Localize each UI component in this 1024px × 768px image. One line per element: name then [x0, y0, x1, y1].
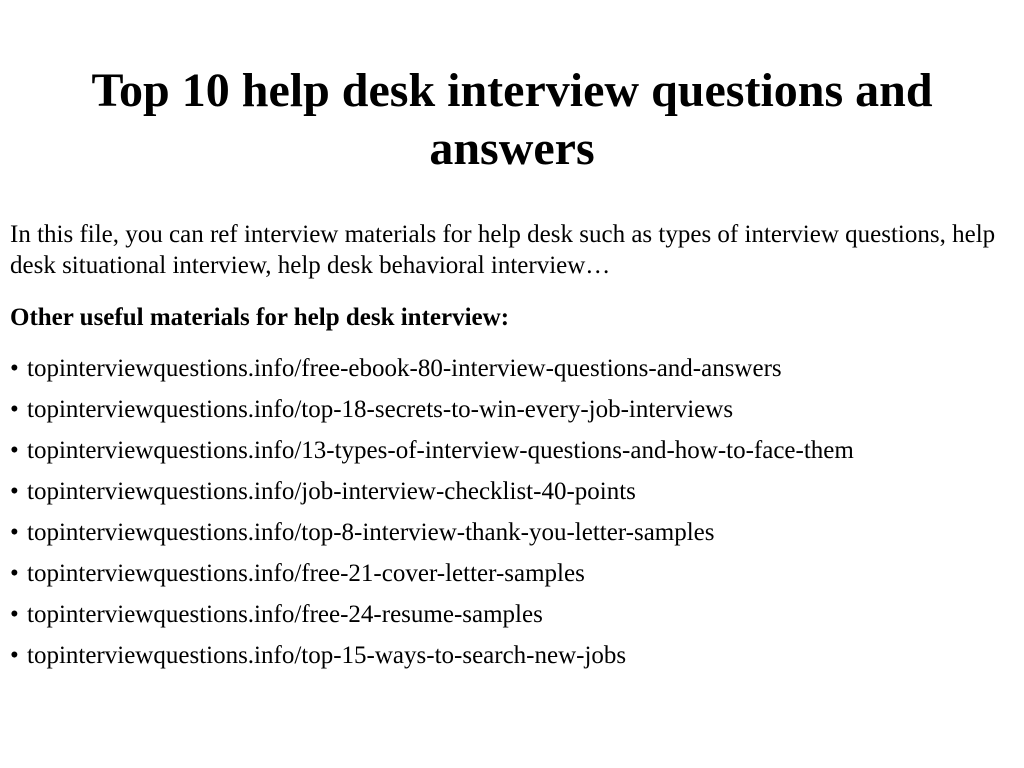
bullet-icon: • — [10, 642, 19, 669]
link-text[interactable]: topinterviewquestions.info/free-ebook-80-interview-questions-and-answers — [27, 355, 782, 382]
link-text[interactable]: topinterviewquestions.info/top-18-secrets-to-win-every-job-interviews — [27, 396, 734, 423]
bullet-icon: • — [10, 437, 19, 464]
slide-title: Top 10 help desk interview questions and answers — [91, 64, 933, 175]
bullet-icon: • — [10, 601, 19, 628]
bullet-icon: • — [10, 396, 19, 423]
materials-list — [10, 353, 1014, 681]
list-item[interactable] — [10, 599, 1014, 640]
bullet-icon: • — [10, 560, 19, 587]
link-text[interactable]: topinterviewquestions.info/free-21-cover-letter-samples — [27, 560, 585, 587]
list-item[interactable] — [10, 640, 1014, 681]
list-item[interactable] — [10, 353, 1014, 394]
bullet-icon: • — [10, 519, 19, 546]
list-item[interactable] — [10, 435, 1014, 476]
link-text[interactable]: topinterviewquestions.info/top-8-interview-thank-you-letter-samples — [27, 519, 715, 546]
list-item[interactable] — [10, 476, 1014, 517]
list-item[interactable] — [10, 394, 1014, 435]
link-text[interactable]: topinterviewquestions.info/top-15-ways-to-search-new-jobs — [27, 642, 627, 669]
link-text[interactable]: topinterviewquestions.info/job-interview-checklist-40-points — [27, 478, 636, 505]
materials-heading: Other useful materials for help desk interview: — [10, 304, 510, 331]
intro-paragraph: In this file, you can ref interview materials for help desk such as types of interview questions, help desk situational interview, help desk behavioral interview… — [10, 221, 996, 279]
link-text[interactable]: topinterviewquestions.info/free-24-resume-samples — [27, 601, 543, 628]
link-text[interactable]: topinterviewquestions.info/13-types-of-interview-questions-and-how-to-face-them — [27, 437, 854, 464]
list-item[interactable] — [10, 517, 1014, 558]
bullet-icon: • — [10, 355, 19, 382]
list-item[interactable] — [10, 558, 1014, 599]
bullet-icon: • — [10, 478, 19, 505]
